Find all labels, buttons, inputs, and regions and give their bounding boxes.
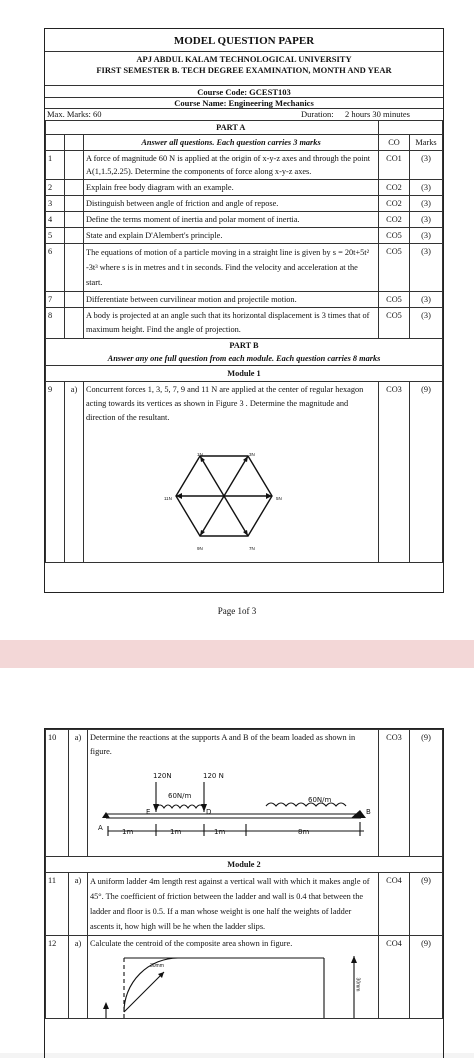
question-co: CO5 bbox=[379, 292, 410, 308]
question-text: Distinguish between angle of friction and angle of repose. bbox=[84, 196, 379, 212]
centroid-height-label: 30mm bbox=[354, 977, 361, 992]
question-number: 4 bbox=[46, 212, 65, 228]
university-name: APJ ABDUL KALAM TECHNOLOGICAL UNIVERSITY bbox=[136, 54, 352, 64]
question-co: CO2 bbox=[379, 212, 410, 228]
question-marks: (3) bbox=[410, 196, 443, 212]
question-text: A body is projected at an angle such that its horizontal displacement is 3 times that of maximum height. Find the angle of projection. bbox=[84, 308, 379, 339]
question-marks: (9) bbox=[410, 730, 443, 857]
hex-label-9n: 9N bbox=[197, 546, 203, 551]
question-text: A uniform ladder 4m length rest against a vertical wall with which it makes angle of 45°. The coefficient of friction between the ladder and wall is 0.4 that between the ladder and floor is 0.5. If a man whose weight is one half the weights of ladder ascents it, how high will be he when the ladder slips. bbox=[88, 873, 379, 936]
question-co: CO4 bbox=[379, 936, 410, 1019]
beam-dim-4: 8m bbox=[298, 828, 310, 836]
question-sub: a) bbox=[65, 382, 84, 563]
beam-point-d: D bbox=[206, 808, 212, 816]
course-name: Course Name: Engineering Mechanics bbox=[45, 97, 443, 108]
question-marks: (3) bbox=[410, 244, 443, 292]
question-number: 9 bbox=[46, 382, 65, 563]
question-co: CO5 bbox=[379, 244, 410, 292]
beam-load-p2: 120 N bbox=[203, 772, 224, 780]
table-row bbox=[46, 382, 443, 563]
question-text: The equations of motion of a particle moving in a straight line is given by s = 20t+5t² -3t³ where s is in metres and t in seconds. Find the velocity and acceleration at the start. bbox=[84, 244, 379, 292]
question-number: 11 bbox=[46, 873, 69, 936]
table-row bbox=[46, 228, 443, 244]
question-text: Differentiate between curvilinear motion and projectile motion. bbox=[84, 292, 379, 308]
part-b-instruction: Answer any one full question from each module. Each question carries 8 marks bbox=[107, 354, 381, 363]
question-co: CO3 bbox=[379, 382, 410, 563]
question-number: 3 bbox=[46, 196, 65, 212]
question-sub: a) bbox=[69, 730, 88, 857]
question-number: 7 bbox=[46, 292, 65, 308]
question-marks: (3) bbox=[410, 180, 443, 196]
beam-point-e: E bbox=[146, 808, 151, 816]
table-row bbox=[46, 196, 443, 212]
question-co: CO5 bbox=[379, 228, 410, 244]
beam-point-b: B bbox=[366, 808, 371, 816]
beam-dim-3: 1m bbox=[214, 828, 226, 836]
question-co: CO2 bbox=[379, 196, 410, 212]
part-a-instruction: Answer all questions. Each question carries 3 marks bbox=[84, 135, 379, 151]
module-1-heading: Module 1 bbox=[46, 366, 443, 382]
page-separator bbox=[0, 640, 474, 668]
question-number: 10 bbox=[46, 730, 69, 857]
question-text: Determine the reactions at the supports A and B of the beam loaded as shown in figure. bbox=[90, 733, 356, 756]
question-number: 6 bbox=[46, 244, 65, 292]
page-2 bbox=[0, 668, 474, 1053]
duration-label: Duration: bbox=[301, 109, 334, 119]
beam-udl-1: 60N/m bbox=[168, 792, 192, 800]
beam-point-a: A bbox=[98, 824, 103, 832]
marks-duration-row bbox=[45, 108, 443, 120]
table-row bbox=[46, 151, 443, 180]
table-row bbox=[46, 936, 443, 1019]
hex-label-7n: 7N bbox=[249, 546, 255, 551]
page-footer: Page 1of 3 bbox=[217, 606, 257, 616]
question-marks: (9) bbox=[410, 382, 443, 563]
question-co: CO5 bbox=[379, 308, 410, 339]
part-b-table-continued bbox=[45, 729, 443, 1019]
table-row bbox=[46, 873, 443, 936]
page-1-frame bbox=[44, 28, 444, 593]
question-marks: (3) bbox=[410, 151, 443, 180]
question-co: CO2 bbox=[379, 180, 410, 196]
question-marks: (3) bbox=[410, 292, 443, 308]
question-co: CO1 bbox=[379, 151, 410, 180]
beam-dim-2: 1m bbox=[170, 828, 182, 836]
question-text: Explain free body diagram with an example. bbox=[84, 180, 379, 196]
hex-label-5n: 5N bbox=[276, 496, 282, 501]
table-row bbox=[46, 292, 443, 308]
course-code: Course Code: GCEST103 bbox=[197, 87, 291, 97]
question-co: CO3 bbox=[379, 730, 410, 857]
beam-figure bbox=[96, 774, 376, 854]
question-marks: (9) bbox=[410, 936, 443, 1019]
question-text: A force of magnitude 60 N is applied at the origin of x-y-z axes and through the point A(1,1.5,2.25). Determine the components of force along x-y-z axes. bbox=[84, 151, 379, 180]
question-marks: (9) bbox=[410, 873, 443, 936]
question-marks: (3) bbox=[410, 308, 443, 339]
hex-label-1n: 1N bbox=[197, 452, 203, 457]
table-row bbox=[46, 180, 443, 196]
part-a-title: PART A bbox=[216, 123, 246, 132]
beam-dim-1: 1m bbox=[122, 828, 134, 836]
duration-value: 2 hours 30 minutes bbox=[345, 109, 410, 119]
question-number: 5 bbox=[46, 228, 65, 244]
part-b-title: PART B bbox=[229, 341, 259, 350]
beam-load-p1: 120N bbox=[153, 772, 172, 780]
module-2-heading: Module 2 bbox=[46, 857, 443, 873]
question-co: CO4 bbox=[379, 873, 410, 936]
question-text: Define the terms moment of inertia and polar moment of inertia. bbox=[84, 212, 379, 228]
question-text: Concurrent forces 1, 3, 5, 7, 9 and 11 N are applied at the center of regular hexagon acting towards its vertices as shown in Figure 3 . Determine the magnitude and direction of the resultant. bbox=[86, 385, 364, 422]
question-text: Calculate the centroid of the composite area shown in figure. bbox=[90, 939, 293, 948]
question-sub: a) bbox=[69, 936, 88, 1019]
centroid-radius-label: 30mm bbox=[150, 963, 164, 969]
paper-title: MODEL QUESTION PAPER bbox=[173, 35, 315, 47]
part-a-table bbox=[45, 120, 443, 563]
composite-area-figure bbox=[88, 954, 378, 1018]
question-sub: a) bbox=[69, 873, 88, 936]
question-number: 2 bbox=[46, 180, 65, 196]
hexagon-force-figure bbox=[174, 450, 274, 542]
co-header: CO bbox=[379, 135, 410, 151]
beam-udl-2: 60N/m bbox=[308, 796, 332, 804]
question-number: 8 bbox=[46, 308, 65, 339]
table-row bbox=[46, 212, 443, 228]
hex-label-3n: 3N bbox=[249, 452, 255, 457]
question-marks: (3) bbox=[410, 212, 443, 228]
hex-label-11n: 11N bbox=[164, 496, 172, 501]
question-number: 1 bbox=[46, 151, 65, 180]
table-row bbox=[46, 308, 443, 339]
marks-header: Marks bbox=[410, 135, 443, 151]
question-marks: (3) bbox=[410, 228, 443, 244]
table-row bbox=[46, 244, 443, 292]
max-marks: Max. Marks: 60 bbox=[47, 109, 102, 119]
table-row bbox=[46, 730, 443, 857]
page-2-frame bbox=[44, 728, 444, 1058]
question-number: 12 bbox=[46, 936, 69, 1019]
question-text: State and explain D'Alembert's principle. bbox=[84, 228, 379, 244]
exam-title: FIRST SEMESTER B. TECH DEGREE EXAMINATION, MONTH AND YEAR bbox=[96, 65, 392, 75]
